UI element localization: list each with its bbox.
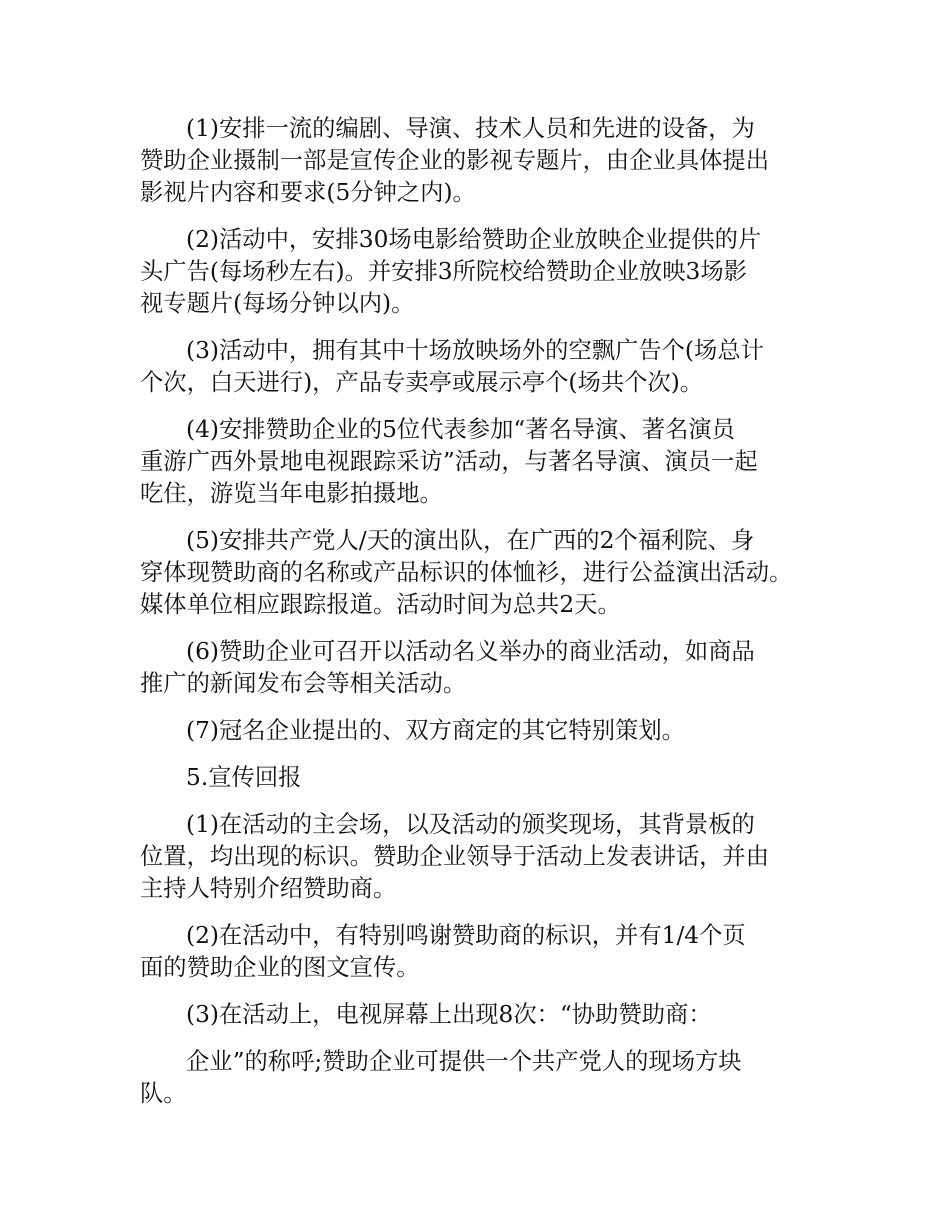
section-heading: 5.宣传回报 [186,764,302,791]
paragraph-1: (1)安排一流的编剧、导演、技术人员和先进的设备，为 赞助企业摄制一部是宣传企业的影视专题片，由企业具体提出 影视片内容和要求(5分钟之内)。 [140,115,770,206]
paragraph-4: (4)安排赞助企业的5位代表参加“著名导演、著名演员 重游广西外景地电视跟踪采访”活动，与著名导演、演员一起 吃住，游览当年电影拍摄地。 [140,416,758,507]
paragraph-6: (6)赞助企业可召开以活动名义举办的商业活动，如商品 推广的新闻发布会等相关活动。 [140,638,755,697]
paragraph-10: (3)在活动上，电视屏幕上出现8次：“协助赞助商： [186,1001,712,1028]
paragraph-8: (1)在活动的主会场，以及活动的颁奖现场，其背景板的 位置，均出现的标识。赞助企业领导于活动上发表讲话，并由 主持人特别介绍赞助商。 [140,811,770,902]
paragraph-11: 企业”的称呼;赞助企业可提供一个共产党人的现场方块 队。 [140,1048,742,1107]
paragraph-3: (3)活动中，拥有其中十场放映场外的空飘广告个(场总计 个次，白天进行)，产品专卖亭或展示亭个(场共个次)。 [140,337,764,396]
paragraph-7: (7)冠名企业提出的、双方商定的其它特别策划。 [186,717,685,744]
paragraph-9: (2)在活动中，有特别鸣谢赞助商的标识，并有1/4个页 面的赞助企业的图文宣传。 [140,922,746,981]
paragraph-2: (2)活动中，安排30场电影给赞助企业放映企业提供的片 头广告(每场秒左右)。并安排3所院校给赞助企业放映3场影 视专题片(每场分钟以内)。 [140,226,762,317]
document-body [140,113,840,1110]
paragraph-5: (5)安排共产党人/天的演出队，在广西的2个福利院、身 穿体现赞助商的名称或产品标识的体恤衫，进行公益演出活动。 媒体单位相应跟踪报道。活动时间为总共2天。 [140,527,793,618]
